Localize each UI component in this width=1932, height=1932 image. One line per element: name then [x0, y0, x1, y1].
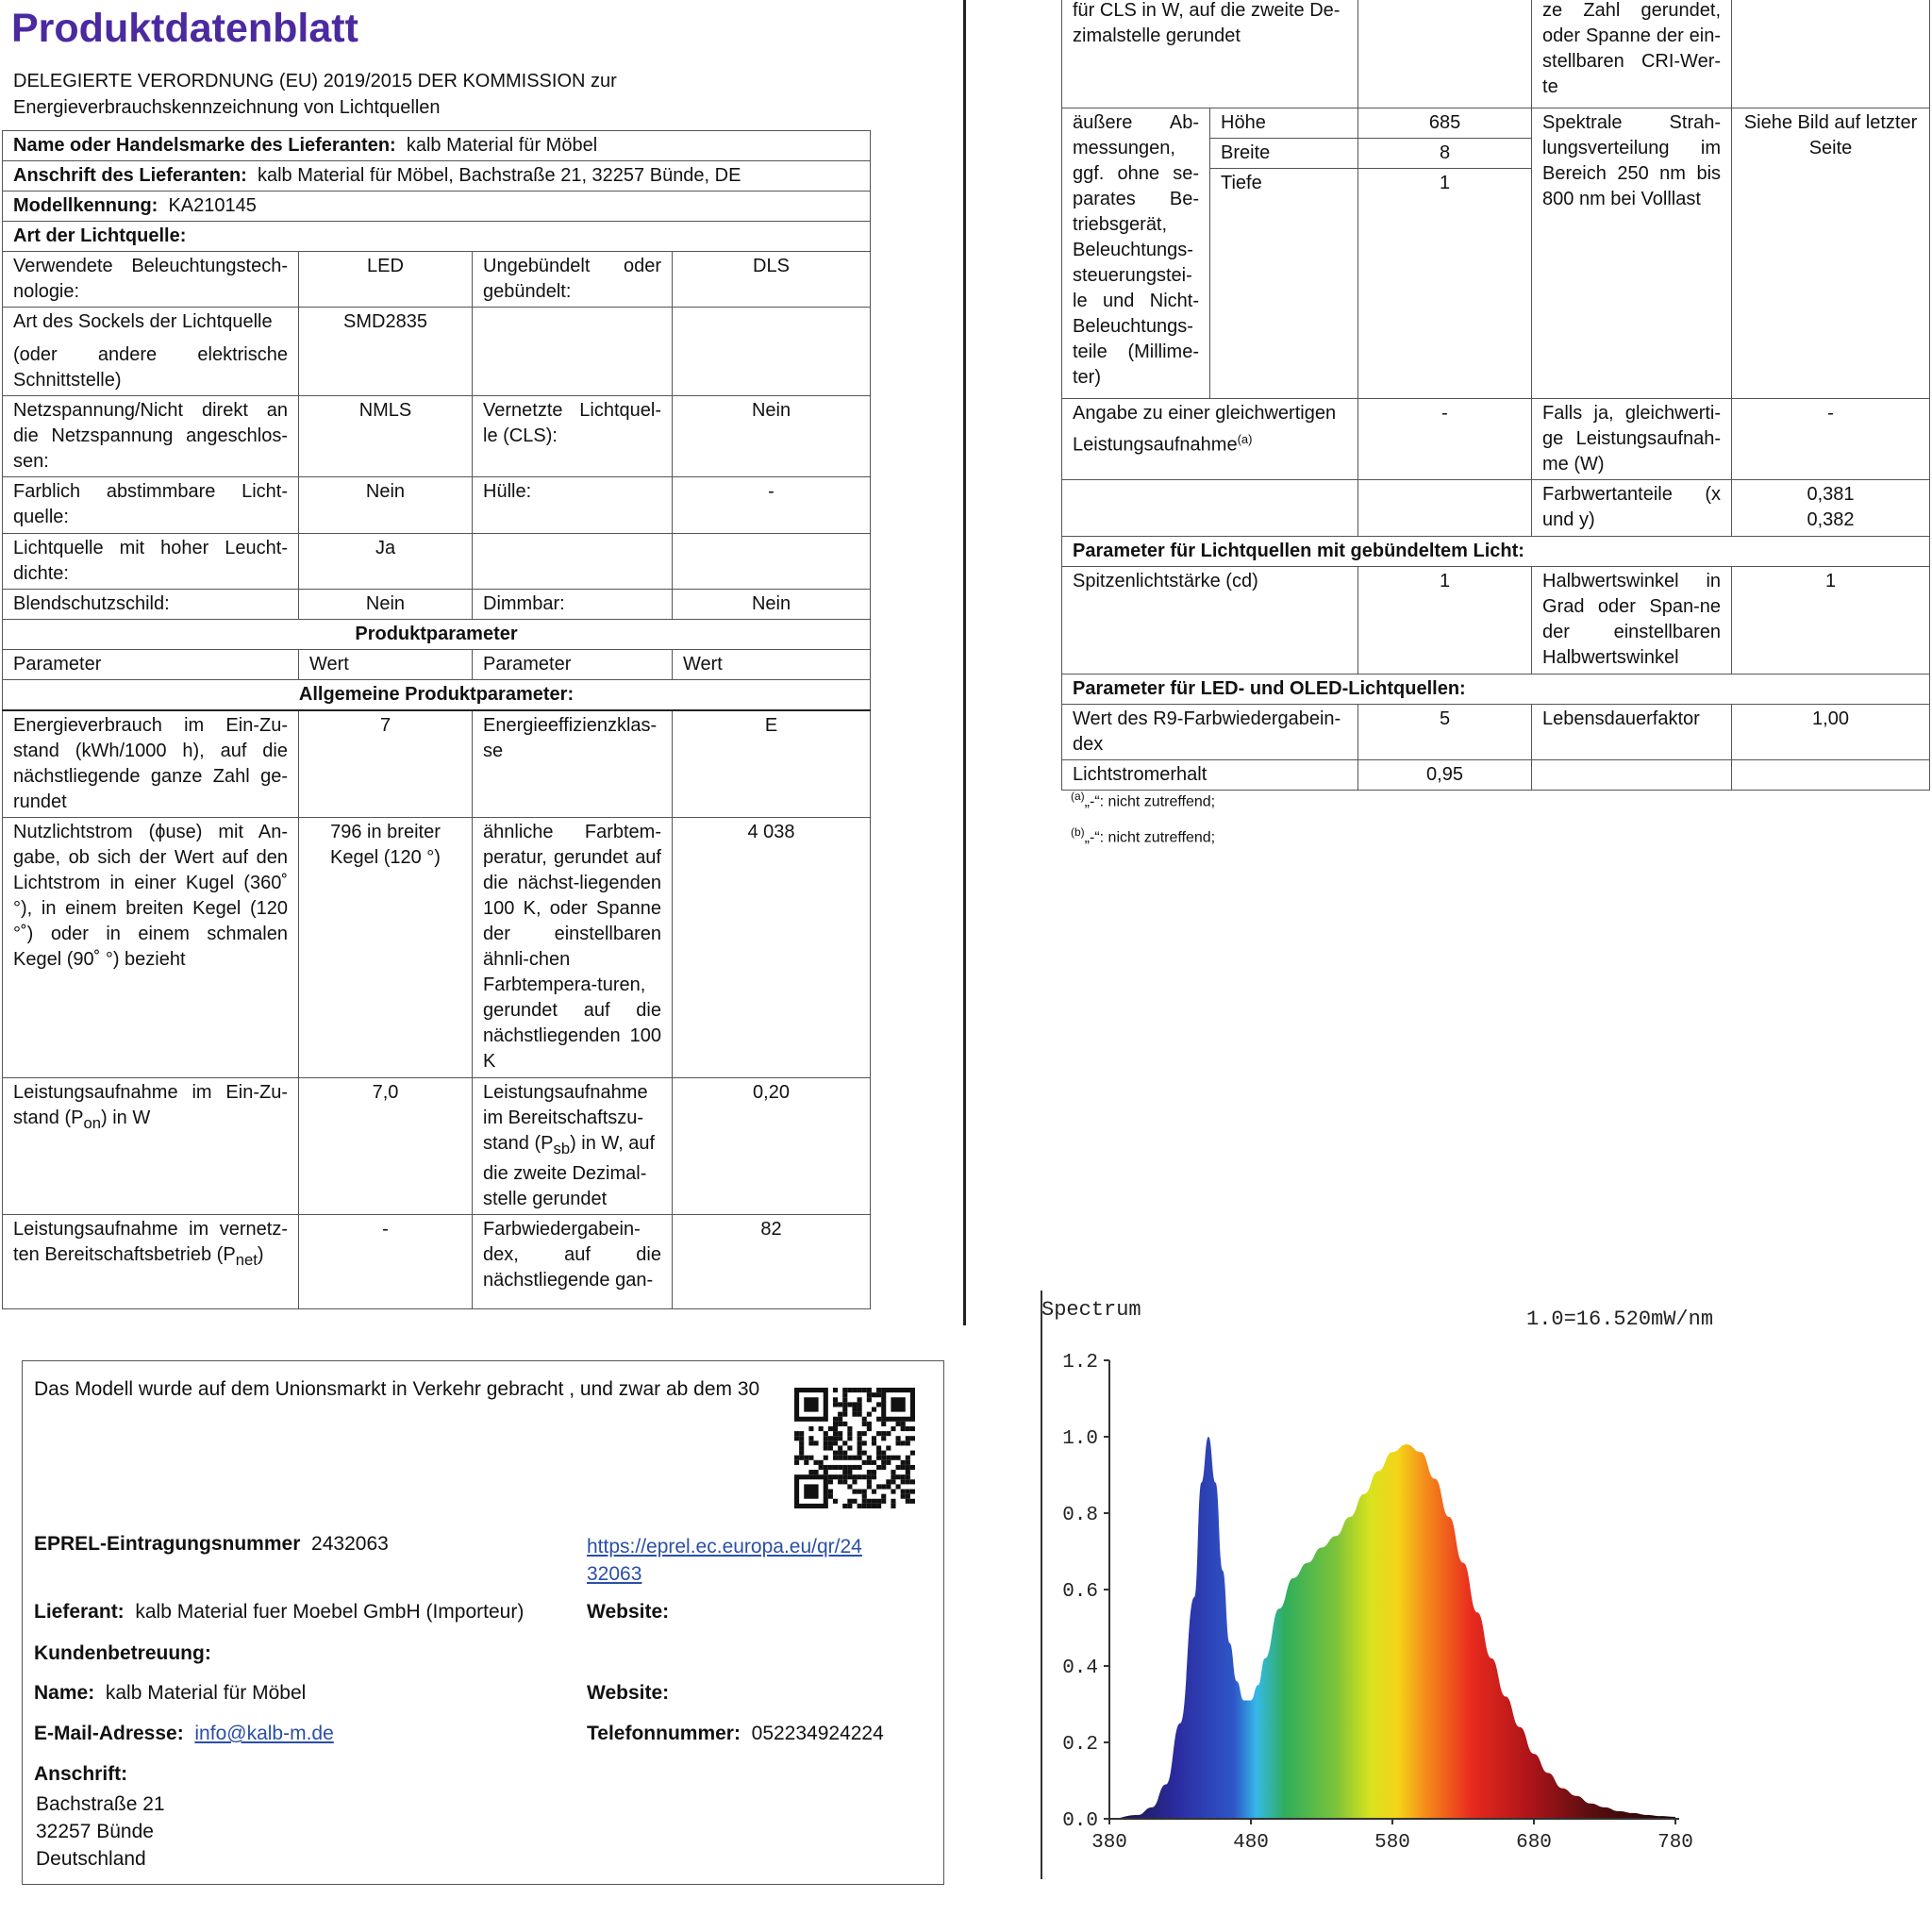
table-row — [1062, 108, 1930, 138]
width-label: Breite — [1210, 138, 1358, 168]
cct-value: 4 038 — [673, 818, 871, 1078]
r9-value: 5 — [1358, 704, 1532, 759]
peak-value: 1 — [1358, 566, 1532, 674]
eprel-link-line1[interactable]: https://eprel.ec.europa.eu/qr/24 — [587, 1536, 862, 1557]
model-row — [3, 192, 871, 222]
width-value: 8 — [1358, 138, 1532, 168]
height-value: 685 — [1358, 108, 1532, 138]
address-line1: Bachstraße 21 — [36, 1793, 165, 1815]
spd-value: Siehe Bild auf letzter Seite — [1732, 108, 1930, 398]
address-line2: 32257 Bünde — [36, 1821, 154, 1842]
website2-label: Website: — [587, 1682, 670, 1704]
footnote-b — [1071, 817, 1215, 853]
supplier-address-value: kalb Material für Möbel, Bachstraße 21, 32257 Bünde, DE — [257, 165, 741, 186]
datasheet-table-left — [2, 130, 871, 1309]
website-label: Website: — [587, 1601, 670, 1623]
table-row — [1062, 0, 1930, 108]
maintenance-value: 0,95 — [1358, 759, 1532, 790]
table-row — [1062, 398, 1930, 479]
website-row — [587, 1601, 669, 1624]
website2-row — [587, 1682, 669, 1705]
chroma-y: 0,382 — [1807, 508, 1855, 530]
chart-title: Spectrum — [1041, 1298, 1141, 1322]
address-line3: Deutschland — [36, 1848, 146, 1870]
contact-name-row — [34, 1682, 306, 1705]
eprel-row — [34, 1533, 389, 1556]
x-tick-label: 380 — [1091, 1832, 1127, 1854]
section-header-row — [1062, 674, 1930, 704]
supplier-name-value: kalb Material für Möbel — [406, 135, 598, 156]
cls-label: Vernetzte Lichtquel-le (CLS): — [473, 396, 673, 477]
email-link[interactable]: info@kalb-m.de — [194, 1723, 334, 1744]
cri-value: 82 — [673, 1215, 871, 1309]
cri-continuation: ze Zahl gerundet, oder Spanne der ein-stellbaren CRI-Wer-te — [1532, 0, 1732, 108]
table-row — [3, 534, 871, 590]
psb-label — [473, 1078, 673, 1215]
pnet-value: - — [299, 1215, 473, 1309]
psb-subscript: sb — [553, 1140, 571, 1158]
general-params-title: Allgemeine Produktparameter: — [3, 680, 871, 711]
customer-service-label: Kundenbetreuung: — [34, 1642, 211, 1664]
eprel-value: 2432063 — [311, 1533, 389, 1555]
pon-label — [3, 1078, 299, 1215]
survival-label: Lebensdauerfaktor — [1532, 704, 1732, 759]
footnote-a-text: „-“: nicht zutreffend; — [1084, 793, 1216, 810]
equiv-yes-label: Falls ja, gleichwerti-ge Leistungsaufnah-me (W) — [1532, 398, 1732, 479]
eprel-card — [22, 1360, 944, 1885]
psb-label-unit: ) in W, auf die zweite Dezimal-stelle gerundet — [483, 1133, 656, 1209]
footnote-b-marker: (b) — [1071, 825, 1085, 840]
pon-subscript: on — [83, 1114, 102, 1132]
footnote-b-text: „-“: nicht zutreffend; — [1084, 829, 1216, 846]
regulation-subtitle — [13, 68, 853, 121]
height-label: Höhe — [1210, 108, 1358, 138]
subtitle-line2: Energieverbrauchskennzeichnung von Lichtquellen — [13, 97, 441, 118]
dimensions-label: äußere Ab-messungen, ggf. ohne se-parates Be-triebsgerät, Beleuchtungs-steuerungstei-le und Nicht-Beleuchtungs-teile (Millime-ter) — [1062, 108, 1210, 398]
table-row — [3, 1215, 871, 1309]
psb-value: 0,20 — [673, 1078, 871, 1215]
equiv-yes-value: - — [1732, 398, 1930, 479]
phone-label: Telefonnummer: — [587, 1723, 741, 1744]
y-tick-label: 1.2 — [1062, 1352, 1098, 1374]
table-row — [3, 477, 871, 534]
supplier-name-row — [3, 131, 871, 161]
address-heading — [34, 1763, 127, 1786]
email-row — [34, 1723, 334, 1745]
table-row — [3, 252, 871, 308]
col-value-header: Wert — [299, 650, 473, 680]
class-value: E — [673, 710, 871, 818]
light-type-label: Art der Lichtquelle: — [3, 222, 871, 252]
section-header-row — [1062, 536, 1930, 566]
mains-label: Netzspannung/Nicht direkt an die Netzspannung angeschlos-sen: — [3, 396, 299, 477]
chart-scale-note: 1.0=16.520mW/nm — [1526, 1307, 1714, 1331]
contact-name-value: kalb Material für Möbel — [105, 1682, 307, 1704]
glare-label: Blendschutzschild: — [3, 590, 299, 620]
customer-service-heading — [34, 1642, 211, 1665]
focus-label: Ungebündelt oder gebündelt: — [473, 252, 673, 308]
class-label: Energieeffizienzklas-se — [473, 710, 673, 818]
light-type-row — [3, 222, 871, 252]
col-value-header: Wert — [673, 650, 871, 680]
focus-value: DLS — [673, 252, 871, 308]
high-luminance-label: Lichtquelle mit hoher Leucht-dichte: — [3, 534, 299, 590]
x-tick-label: 480 — [1233, 1832, 1269, 1854]
table-row — [3, 710, 871, 818]
pon-label-unit: ) in W — [101, 1108, 151, 1128]
cri-label: Farbwiedergabein-dex, auf die nächstliegende gan- — [473, 1215, 673, 1309]
beam-value: 1 — [1732, 566, 1930, 674]
psb-label-text: Leistungsaufnahme im Bereitschaftszu-stand (P — [483, 1082, 648, 1154]
peak-label: Spitzenlichtstärke (cd) — [1062, 566, 1358, 674]
contact-name-label: Name: — [34, 1682, 95, 1704]
plot-area — [1062, 1352, 1693, 1854]
y-tick-label: 0.4 — [1062, 1657, 1098, 1679]
pnet-subscript: net — [235, 1251, 258, 1269]
col-param-header: Parameter — [473, 650, 673, 680]
flux-label: Nutzlichtstrom (ϕuse) mit An-gabe, ob sich der Wert auf den Lichtstrom in einer Kugel (360˚ °), in einem breiten Kegel (120 °˚) oder in einem schmalen Kegel (90˚ °) bezieht — [3, 818, 299, 1078]
table-row — [3, 308, 871, 396]
supplier-row — [34, 1601, 524, 1624]
socket-label-line2: (oder andere elektrische Schnittstelle) — [13, 344, 288, 391]
cct-label: ähnliche Farbtem-peratur, gerundet auf die nächst-liegenden 100 K, oder Spanne der einstellbaren ähnli-chen Farbtempera-turen, gerundet auf die nächstliegenden 100 K — [473, 818, 673, 1078]
spectrum-area — [1109, 1437, 1675, 1819]
chroma-x: 0,381 — [1807, 483, 1855, 505]
x-tick-label: 680 — [1516, 1832, 1552, 1854]
pnet-label-text: Leistungsaufnahme im vernetz-ten Bereitschaftsbetrieb (P — [13, 1219, 288, 1265]
supplier-name-label: Name oder Handelsmarke des Lieferanten: — [13, 135, 396, 156]
energy-label: Energieverbrauch im Ein-Zu-stand (kWh/1000 h), auf die nächstliegende ganze Zahl ge-rundet — [3, 710, 299, 818]
supplier-label: Lieferant: — [34, 1601, 125, 1623]
qr-code-icon[interactable] — [794, 1388, 915, 1508]
maintenance-label: Lichtstromerhalt — [1062, 759, 1358, 790]
market-text: Das Modell wurde auf dem Unionsmarkt in Verkehr gebracht , und zwar ab dem 30 — [34, 1378, 760, 1400]
supplier-value: kalb Material fuer Moebel GmbH (Importeur) — [135, 1601, 525, 1623]
pon-label-text: Leistungsaufnahme im Ein-Zu-stand (P — [13, 1082, 288, 1128]
datasheet-page-right — [1059, 0, 1932, 868]
product-params-title: Produktparameter — [3, 620, 871, 650]
phone-row — [587, 1723, 884, 1745]
high-luminance-value: Ja — [299, 534, 473, 590]
spectrum-chart — [1028, 1283, 1906, 1887]
equiv-value: - — [1358, 398, 1532, 479]
section-header-row — [3, 620, 871, 650]
address-block — [36, 1790, 165, 1873]
model-value: KA210145 — [168, 195, 257, 216]
spd-label: Spektrale Strah-lungsverteilung im Bereich 250 nm bis 800 nm bei Volllast — [1532, 108, 1732, 398]
flux-value: 796 in breiter Kegel (120 °) — [299, 818, 473, 1078]
dimmable-value: Nein — [673, 590, 871, 620]
table-row — [3, 590, 871, 620]
datasheet-table-right — [1061, 0, 1930, 791]
chroma-values — [1732, 479, 1930, 536]
supplier-address-row — [3, 161, 871, 192]
subtitle-line1: DELEGIERTE VERORDNUNG (EU) 2019/2015 DER KOMMISSION zur — [13, 71, 617, 92]
r9-label: Wert des R9-Farbwiedergabein-dex — [1062, 704, 1358, 759]
depth-label: Tiefe — [1210, 168, 1358, 398]
table-row — [3, 396, 871, 477]
led-title: Parameter für LED- und OLED-Lichtquellen: — [1062, 674, 1930, 704]
pon-value: 7,0 — [299, 1078, 473, 1215]
table-row — [1062, 704, 1930, 759]
tunable-value: Nein — [299, 477, 473, 534]
phone-value: 052234924224 — [751, 1723, 884, 1744]
cls-continuation: für CLS in W, auf die zweite De-zimalstelle gerundet — [1062, 0, 1358, 108]
chroma-label: Farbwertanteile (x und y) — [1532, 479, 1732, 536]
page-divider — [963, 0, 966, 1325]
equiv-label — [1062, 398, 1358, 479]
energy-value: 7 — [299, 710, 473, 818]
address-label: Anschrift: — [34, 1763, 128, 1785]
page-title: Produktdatenblatt — [11, 6, 358, 51]
footnotes — [1071, 781, 1215, 854]
envelope-label: Hülle: — [473, 477, 673, 534]
tunable-label: Farblich abstimmbare Licht-quelle: — [3, 477, 299, 534]
email-label: E-Mail-Adresse: — [34, 1723, 184, 1744]
table-row — [1062, 479, 1930, 536]
column-header-row — [3, 650, 871, 680]
eprel-link-line2[interactable]: 32063 — [587, 1563, 642, 1585]
equiv-footnote-ref: (a) — [1237, 431, 1253, 446]
socket-label — [3, 308, 299, 396]
socket-label-line1: Art des Sockels der Lichtquelle — [13, 311, 273, 332]
y-tick-label: 0.2 — [1062, 1734, 1098, 1756]
dimmable-label: Dimmbar: — [473, 590, 673, 620]
technology-label: Verwendete Beleuchtungstech-nologie: — [3, 252, 299, 308]
mains-value: NMLS — [299, 396, 473, 477]
beam-label: Halbwertswinkel in Grad oder Span-ne der einstellbaren Halbwertswinkel — [1532, 566, 1732, 674]
y-tick-label: 1.0 — [1062, 1428, 1098, 1450]
y-tick-label: 0.0 — [1062, 1810, 1098, 1832]
col-param-header: Parameter — [3, 650, 299, 680]
technology-value: LED — [299, 252, 473, 308]
pnet-label — [3, 1215, 299, 1309]
eprel-label: EPREL-Eintragungsnummer — [34, 1533, 301, 1555]
datasheet-page-left — [0, 0, 872, 1323]
footnote-a-marker: (a) — [1071, 790, 1085, 803]
equiv-label-text: Angabe zu einer gleichwertigen Leistungsaufnahme — [1073, 402, 1337, 456]
glare-value: Nein — [299, 590, 473, 620]
cls-value: Nein — [673, 396, 871, 477]
model-label: Modellkennung: — [13, 195, 158, 216]
directional-title: Parameter für Lichtquellen mit gebündeltem Licht: — [1062, 536, 1930, 566]
table-row — [1062, 566, 1930, 674]
eprel-link[interactable] — [587, 1533, 862, 1588]
table-row — [3, 818, 871, 1078]
table-row — [3, 1078, 871, 1215]
y-tick-label: 0.6 — [1062, 1581, 1098, 1603]
survival-value: 1,00 — [1732, 704, 1930, 759]
socket-value: SMD2835 — [299, 308, 473, 396]
supplier-address-label: Anschrift des Lieferanten: — [13, 165, 247, 186]
pnet-label-unit: ) — [257, 1244, 264, 1265]
depth-value: 1 — [1358, 168, 1532, 398]
footnote-a — [1071, 781, 1215, 817]
y-tick-label: 0.8 — [1062, 1505, 1098, 1526]
section-header-row — [3, 680, 871, 711]
x-tick-label: 580 — [1374, 1832, 1410, 1854]
envelope-value: - — [673, 477, 871, 534]
x-tick-label: 780 — [1657, 1832, 1693, 1854]
